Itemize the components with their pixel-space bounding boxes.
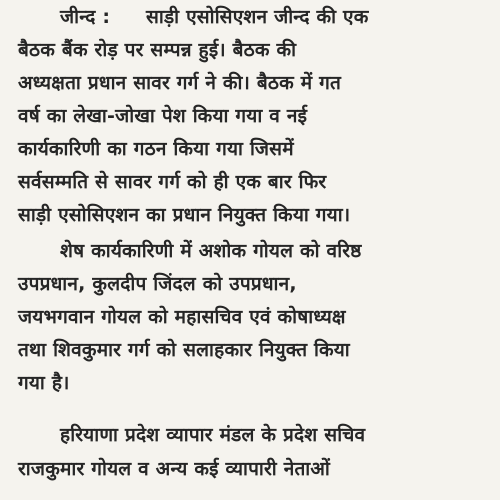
article-line-2: बैठक बैंक रोड़ पर सम्पन्न हुई। बैठक की xyxy=(18,39,297,61)
article-line-11: तथा शिवकुमार गर्ग को सलाहकार नियुक्त किया xyxy=(18,339,350,361)
article-line-1: साड़ी एसोसिएशन जीन्द की एक xyxy=(146,6,369,28)
article-line-8: शेष कार्यकारिणी में अशोक गोयल को वरिष्ठ xyxy=(60,240,362,262)
article-line-4: वर्ष का लेखा-जोखा पेश किया गया व नई xyxy=(18,105,308,127)
article-line-3: अध्यक्षता प्रधान सावर गर्ग ने की। बैठक में गत xyxy=(18,72,342,94)
article-line-10: जयभगवान गोयल को महासचिव एवं कोषाध्यक्ष xyxy=(18,306,346,328)
article-line-13: हरियाणा प्रदेश व्यापार मंडल के प्रदेश सचिव xyxy=(60,424,366,446)
article-line-12: गया है। xyxy=(18,372,70,394)
article-line-14: राजकुमार गोयल व अन्य कई व्यापारी नेताओं xyxy=(18,458,331,480)
article-line-7: साड़ी एसोसिएशन का प्रधान नियुक्त किया गया। xyxy=(18,204,351,226)
article-line-9: उपप्रधान, कुलदीप जिंदल को उपप्रधान, xyxy=(18,273,297,295)
article-line-5: कार्यकारिणी का गठन किया गया जिसमें xyxy=(18,138,294,160)
article-line-6: सर्वसम्मति से सावर गर्ग को ही एक बार फिर xyxy=(18,171,327,193)
article-dateline: जीन्द : xyxy=(60,6,111,28)
